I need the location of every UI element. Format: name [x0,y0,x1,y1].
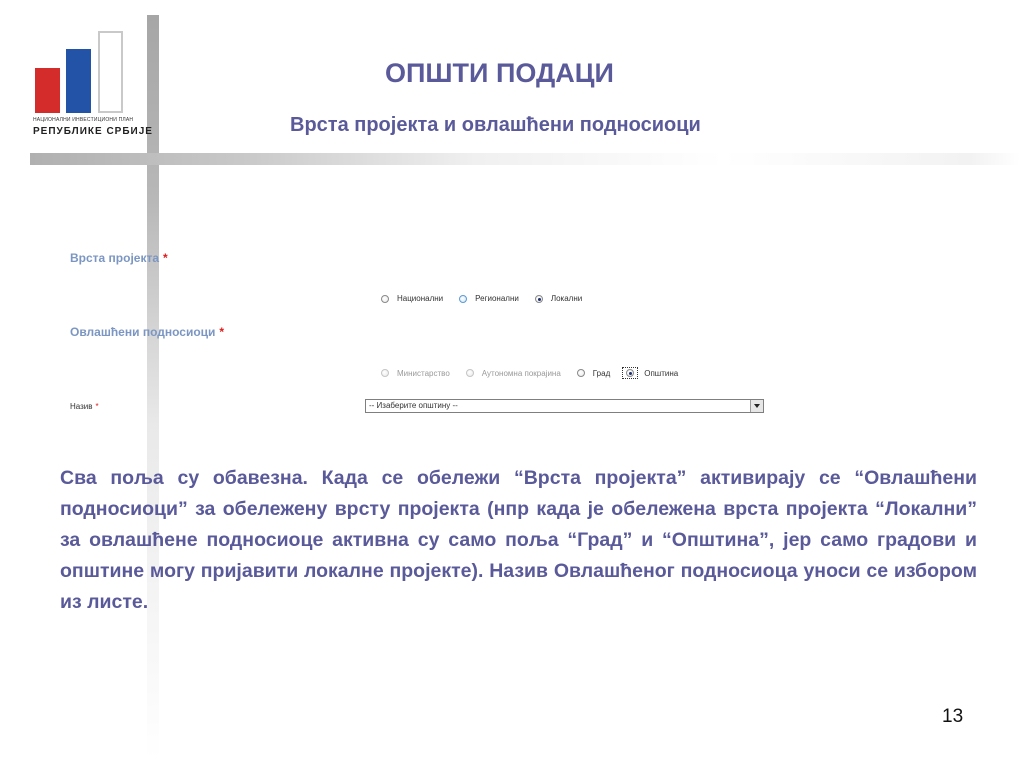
radio-grad[interactable] [577,369,610,378]
radio-button-checked-icon[interactable] [535,295,543,303]
radio-label: Град [592,368,611,378]
radio-nacionalni[interactable] [381,294,443,303]
frame-horizontal-line [30,153,1020,165]
required-mark: * [219,325,225,339]
submitters-label [70,325,224,339]
municipality-select[interactable] [365,399,764,413]
radio-button-checked-icon[interactable] [626,369,634,377]
radio-label: Општина [644,368,679,378]
radio-label: Министарство [397,368,450,378]
radio-button-icon [466,369,474,377]
dropdown-arrow-icon[interactable] [750,400,763,412]
name-field-label [70,402,99,411]
submitters-label-text: Овлашћени подносиоци [70,325,216,339]
radio-button-icon[interactable] [459,295,467,303]
radio-label: Регионални [475,294,519,303]
slide-title: ОПШТИ ПОДАЦИ [385,58,614,88]
project-type-label [70,251,168,265]
nip-logo [28,20,153,145]
logo-red-bar [35,68,60,113]
radio-label: Аутономна покрајина [481,368,561,378]
project-type-radio-group [381,294,598,303]
required-mark: * [163,251,168,265]
logo-white-bar [98,31,123,113]
radio-button-icon[interactable] [577,369,585,377]
radio-label: Локални [550,294,583,303]
name-field-label-text: Назив [70,402,93,411]
radio-opstina[interactable] [626,367,678,379]
radio-button-icon [381,369,389,377]
radio-autonomna-pokrajina [466,369,561,378]
logo-small-text: НАЦИОНАЛНИ ИНВЕСТИЦИОНИ ПЛАН [33,117,134,123]
project-type-label-text: Врста пројекта [70,251,160,265]
radio-lokalni[interactable] [535,294,582,303]
radio-regionalni[interactable] [459,294,519,303]
required-mark: * [95,402,99,411]
radio-label: Национални [397,294,444,303]
submitters-radio-group [381,367,694,379]
municipality-select-value: -- Изаберите општину -- [369,401,458,410]
page-number: 13 [942,706,964,727]
logo-blue-bar [66,49,91,113]
radio-ministarstvo [381,369,450,378]
focus-outline[interactable] [622,367,638,379]
slide-subtitle: Врста пројекта и овлашћени подносиоци [290,114,701,136]
description-paragraph: Сва поља су обавезна. Када се обележи “Врста пројекта” активирају се “Овлашћени подносиоци” за обележену врсту пројекта (нпр када је обележена врста пројекта “Локални” за овлашћене подносиоце активна су само поља “Град” и “Општина”, јер само градови и општине могу пријавити локалне пројекте). Назив Овлашћеног подносиоца уноси се избором из листе. [60,467,977,613]
logo-big-text: РЕПУБЛИКЕ СРБИЈЕ [33,126,153,137]
radio-button-icon[interactable] [381,295,389,303]
